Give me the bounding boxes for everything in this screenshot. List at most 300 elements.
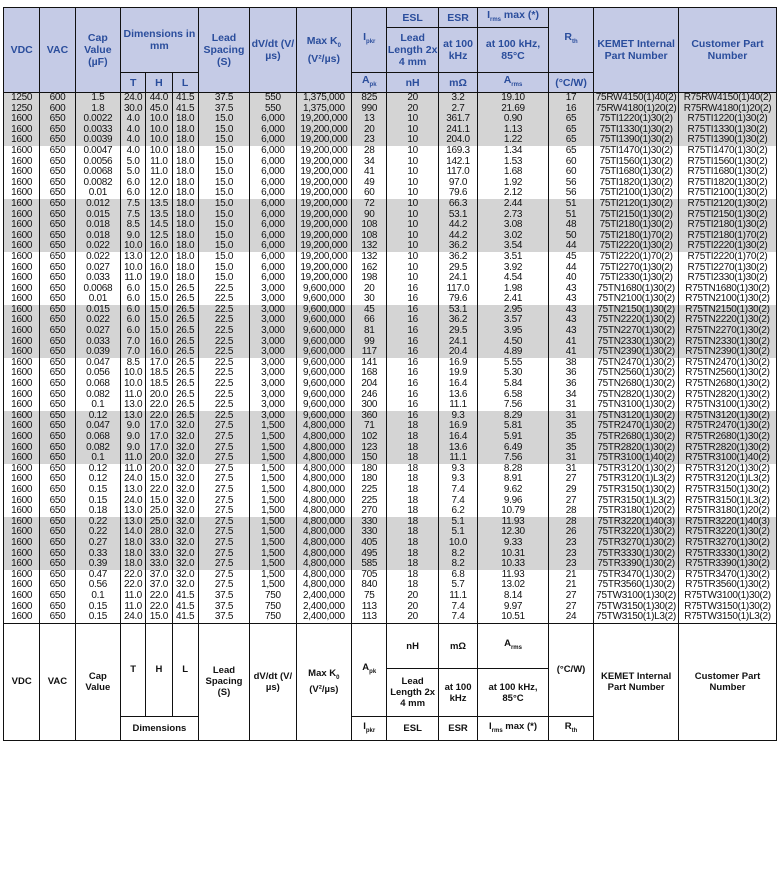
table-cell: 41.5 bbox=[172, 612, 198, 623]
table-cell: 16.4 bbox=[438, 379, 477, 390]
table-row bbox=[4, 135, 777, 146]
table-cell: 8.14 bbox=[478, 591, 549, 602]
table-cell: 1600 bbox=[4, 167, 40, 178]
table-cell: R75TI1220(1)30(2) bbox=[679, 114, 777, 125]
table-row bbox=[4, 602, 777, 613]
table-cell: 1,500 bbox=[250, 538, 296, 549]
table-cell: 22.5 bbox=[198, 326, 249, 337]
table-cell: 15.0 bbox=[198, 167, 249, 178]
table-cell: 1600 bbox=[4, 294, 40, 305]
table-cell: 43 bbox=[548, 284, 593, 295]
table-cell: 31 bbox=[548, 464, 593, 475]
table-cell: 1600 bbox=[4, 326, 40, 337]
table-cell: 65 bbox=[548, 135, 593, 146]
footer-rth: $R_{th}$ bbox=[548, 717, 593, 740]
table-cell: 33.0 bbox=[146, 538, 172, 549]
table-cell: 16 bbox=[387, 337, 438, 348]
table-cell: 1.34 bbox=[478, 146, 549, 157]
table-cell: 99 bbox=[352, 337, 387, 348]
table-cell: 6.2 bbox=[438, 506, 477, 517]
table-cell: 26.5 bbox=[172, 294, 198, 305]
table-cell: 4,800,000 bbox=[296, 570, 352, 581]
table-cell: 7.0 bbox=[121, 337, 146, 348]
table-cell: 97.0 bbox=[438, 178, 477, 189]
table-cell: 9.3 bbox=[438, 464, 477, 475]
table-cell: 650 bbox=[40, 294, 75, 305]
table-cell: 4,800,000 bbox=[296, 432, 352, 443]
table-cell: 18.0 bbox=[172, 263, 198, 274]
header-esr: ESR bbox=[438, 8, 477, 28]
header-rth: $R_{th}$ bbox=[548, 8, 593, 73]
table-cell: 16.4 bbox=[438, 432, 477, 443]
table-cell: 705 bbox=[352, 570, 387, 581]
table-cell: 35 bbox=[548, 421, 593, 432]
table-cell: 1600 bbox=[4, 263, 40, 274]
table-cell: 75RW4150(1)40(2) bbox=[594, 93, 679, 104]
table-cell: 650 bbox=[40, 474, 75, 485]
table-cell: 66 bbox=[352, 315, 387, 326]
footer-esr: ESR bbox=[438, 717, 477, 740]
table-cell: 16 bbox=[387, 305, 438, 316]
table-cell: 26.5 bbox=[172, 305, 198, 316]
table-cell: 6,000 bbox=[250, 199, 296, 210]
table-cell: 198 bbox=[352, 273, 387, 284]
table-cell: 650 bbox=[40, 443, 75, 454]
table-row bbox=[4, 390, 777, 401]
table-cell: 1600 bbox=[4, 199, 40, 210]
table-cell: 1.22 bbox=[478, 135, 549, 146]
table-cell: 20.0 bbox=[146, 453, 172, 464]
table-cell: 1,500 bbox=[250, 485, 296, 496]
table-cell: 18.0 bbox=[172, 157, 198, 168]
table-cell: 4.0 bbox=[121, 146, 146, 157]
table-cell: 650 bbox=[40, 421, 75, 432]
table-cell: 24.1 bbox=[438, 337, 477, 348]
table-cell: 0.15 bbox=[75, 602, 120, 613]
table-cell: 0.56 bbox=[75, 580, 120, 591]
table-cell: 10 bbox=[387, 199, 438, 210]
table-cell: 9.3 bbox=[438, 474, 477, 485]
table-cell: 7.56 bbox=[478, 453, 549, 464]
table-cell: 1,500 bbox=[250, 549, 296, 560]
table-cell: 75TI1680(1)30(2) bbox=[594, 167, 679, 178]
table-cell: 9.0 bbox=[121, 443, 146, 454]
table-cell: 34 bbox=[548, 390, 593, 401]
table-cell: 75TI2150(1)30(2) bbox=[594, 210, 679, 221]
footer-dim-l: L bbox=[172, 623, 198, 717]
table-cell: 330 bbox=[352, 527, 387, 538]
table-cell: 18.5 bbox=[146, 368, 172, 379]
table-cell: R75TN1680(1)30(2) bbox=[679, 284, 777, 295]
table-cell: 20.0 bbox=[146, 390, 172, 401]
table-cell: 1600 bbox=[4, 135, 40, 146]
table-cell: 31 bbox=[548, 411, 593, 422]
table-cell: 7.5 bbox=[121, 210, 146, 221]
table-cell: 11.1 bbox=[438, 453, 477, 464]
table-row bbox=[4, 506, 777, 517]
table-cell: 32.0 bbox=[172, 506, 198, 517]
table-cell: 650 bbox=[40, 591, 75, 602]
table-cell: 10 bbox=[387, 125, 438, 136]
table-cell: 20 bbox=[387, 602, 438, 613]
table-cell: 6,000 bbox=[250, 167, 296, 178]
table-row bbox=[4, 612, 777, 623]
table-cell: 35 bbox=[548, 432, 593, 443]
table-cell: 6,000 bbox=[250, 241, 296, 252]
table-cell: 31 bbox=[548, 400, 593, 411]
footer-ipkr: $I_{pkr}$ bbox=[352, 717, 387, 740]
table-footer bbox=[4, 623, 777, 740]
table-cell: 180 bbox=[352, 464, 387, 475]
table-cell: R75TI1680(1)30(2) bbox=[679, 167, 777, 178]
table-cell: 4.0 bbox=[121, 114, 146, 125]
table-cell: 1600 bbox=[4, 549, 40, 560]
table-cell: 32.0 bbox=[172, 485, 198, 496]
table-cell: 27.5 bbox=[198, 580, 249, 591]
table-cell: 1600 bbox=[4, 570, 40, 581]
table-row bbox=[4, 294, 777, 305]
table-cell: 41 bbox=[352, 167, 387, 178]
table-cell: 2,400,000 bbox=[296, 602, 352, 613]
table-cell: 5.91 bbox=[478, 432, 549, 443]
table-cell: 650 bbox=[40, 252, 75, 263]
table-cell: 18 bbox=[387, 527, 438, 538]
table-row bbox=[4, 379, 777, 390]
table-cell: 38 bbox=[548, 358, 593, 369]
table-row bbox=[4, 496, 777, 507]
table-cell: 0.0056 bbox=[75, 157, 120, 168]
table-cell: 0.068 bbox=[75, 379, 120, 390]
table-cell: 20.4 bbox=[438, 347, 477, 358]
table-cell: 22.5 bbox=[198, 305, 249, 316]
table-cell: 31 bbox=[548, 453, 593, 464]
table-cell: 1,500 bbox=[250, 464, 296, 475]
table-cell: 1600 bbox=[4, 453, 40, 464]
table-cell: 1600 bbox=[4, 220, 40, 231]
table-cell: 19,200,000 bbox=[296, 241, 352, 252]
table-cell: R75TR3120(1)L3(2) bbox=[679, 474, 777, 485]
table-cell: R75TN2150(1)30(2) bbox=[679, 305, 777, 316]
table-cell: R75TW3100(1)30(2) bbox=[679, 591, 777, 602]
table-cell: 43 bbox=[548, 326, 593, 337]
table-cell: 10 bbox=[387, 252, 438, 263]
table-cell: 16 bbox=[387, 284, 438, 295]
table-cell: 650 bbox=[40, 315, 75, 326]
table-cell: 3,000 bbox=[250, 284, 296, 295]
table-cell: 15.0 bbox=[198, 146, 249, 157]
table-cell: 22.0 bbox=[146, 400, 172, 411]
table-cell: 23 bbox=[548, 559, 593, 570]
table-cell: 113 bbox=[352, 612, 387, 623]
table-cell: 41 bbox=[548, 337, 593, 348]
table-cell: 1600 bbox=[4, 315, 40, 326]
table-cell: 18.0 bbox=[172, 220, 198, 231]
table-cell: 650 bbox=[40, 199, 75, 210]
table-cell: R75TI2330(1)30(2) bbox=[679, 273, 777, 284]
table-cell: 3,000 bbox=[250, 294, 296, 305]
table-cell: R75TR3150(1)30(2) bbox=[679, 485, 777, 496]
table-cell: 25.0 bbox=[146, 506, 172, 517]
table-cell: 1.53 bbox=[478, 157, 549, 168]
table-cell: 1600 bbox=[4, 602, 40, 613]
header-esl-unit: nH bbox=[387, 73, 438, 93]
table-cell: 20 bbox=[387, 591, 438, 602]
table-cell: 75TI2180(1)30(2) bbox=[594, 220, 679, 231]
header-dim-t: T bbox=[121, 73, 146, 93]
table-cell: 23 bbox=[352, 135, 387, 146]
table-row bbox=[4, 474, 777, 485]
table-cell: 18 bbox=[387, 464, 438, 475]
table-cell: 6.0 bbox=[121, 294, 146, 305]
table-cell: 3.02 bbox=[478, 231, 549, 242]
table-cell: 16 bbox=[387, 326, 438, 337]
table-cell: 75TN2560(1)30(2) bbox=[594, 368, 679, 379]
table-cell: 1600 bbox=[4, 421, 40, 432]
table-cell: 6.0 bbox=[121, 178, 146, 189]
table-cell: 6,000 bbox=[250, 252, 296, 263]
table-cell: 16 bbox=[387, 315, 438, 326]
table-row bbox=[4, 220, 777, 231]
header-dim-h: H bbox=[146, 73, 172, 93]
table-cell: 15.0 bbox=[198, 210, 249, 221]
table-row bbox=[4, 559, 777, 570]
table-cell: 9,600,000 bbox=[296, 347, 352, 358]
table-body bbox=[4, 93, 777, 624]
capacitor-spec-table bbox=[3, 7, 777, 741]
header-ipkr: $I_{pkr}$ bbox=[352, 8, 387, 73]
table-cell: 32.0 bbox=[172, 570, 198, 581]
table-cell: 22.0 bbox=[146, 411, 172, 422]
header-dimensions: Dimensions in mm bbox=[121, 8, 199, 73]
table-cell: 11.0 bbox=[121, 273, 146, 284]
table-cell: R75TI1330(1)30(2) bbox=[679, 125, 777, 136]
table-cell: 0.022 bbox=[75, 252, 120, 263]
table-cell: 75TR3560(1)30(2) bbox=[594, 580, 679, 591]
table-cell: 650 bbox=[40, 400, 75, 411]
table-cell: 8.2 bbox=[438, 549, 477, 560]
table-cell: 9.3 bbox=[438, 411, 477, 422]
table-cell: 75TI1330(1)30(2) bbox=[594, 125, 679, 136]
table-cell: 650 bbox=[40, 538, 75, 549]
table-cell: 1600 bbox=[4, 464, 40, 475]
table-cell: 4,800,000 bbox=[296, 496, 352, 507]
table-cell: 19,200,000 bbox=[296, 231, 352, 242]
header-apk: $A_{pk}$ bbox=[352, 73, 387, 93]
table-cell: 1600 bbox=[4, 506, 40, 517]
table-cell: 750 bbox=[250, 612, 296, 623]
table-cell: 650 bbox=[40, 178, 75, 189]
table-cell: 6,000 bbox=[250, 220, 296, 231]
table-cell: 15.0 bbox=[146, 284, 172, 295]
table-cell: 66.3 bbox=[438, 199, 477, 210]
table-cell: 2.44 bbox=[478, 199, 549, 210]
table-cell: 204 bbox=[352, 379, 387, 390]
table-cell: 9.0 bbox=[121, 432, 146, 443]
table-cell: 108 bbox=[352, 231, 387, 242]
table-cell: 650 bbox=[40, 157, 75, 168]
footer-apk: $A_{pk}$ bbox=[352, 623, 387, 717]
header-irms-unit: $A_{rms}$ bbox=[478, 73, 549, 93]
table-cell: 1600 bbox=[4, 114, 40, 125]
header-vdc: VDC bbox=[4, 8, 40, 93]
table-cell: 27.5 bbox=[198, 549, 249, 560]
table-cell: 17.0 bbox=[146, 443, 172, 454]
table-cell: 41 bbox=[548, 347, 593, 358]
table-cell: 24.0 bbox=[121, 612, 146, 623]
table-cell: 102 bbox=[352, 432, 387, 443]
table-cell: 550 bbox=[250, 104, 296, 115]
table-cell: 4,800,000 bbox=[296, 506, 352, 517]
table-cell: 9,600,000 bbox=[296, 400, 352, 411]
table-cell: 650 bbox=[40, 146, 75, 157]
header-esl: ESL bbox=[387, 8, 438, 28]
table-cell: 0.018 bbox=[75, 220, 120, 231]
table-row bbox=[4, 104, 777, 115]
table-cell: 1600 bbox=[4, 474, 40, 485]
table-cell: 17.0 bbox=[146, 358, 172, 369]
table-cell: 44.0 bbox=[146, 93, 172, 104]
table-cell: 1600 bbox=[4, 178, 40, 189]
table-cell: 2.12 bbox=[478, 188, 549, 199]
table-cell: 1,500 bbox=[250, 474, 296, 485]
table-cell: 1,500 bbox=[250, 517, 296, 528]
table-cell: 18 bbox=[387, 538, 438, 549]
table-cell: 8.5 bbox=[121, 220, 146, 231]
table-cell: 24.0 bbox=[121, 93, 146, 104]
table-cell: 1600 bbox=[4, 252, 40, 263]
table-cell: 650 bbox=[40, 125, 75, 136]
table-cell: 117.0 bbox=[438, 284, 477, 295]
table-cell: 0.15 bbox=[75, 612, 120, 623]
table-cell: 1,375,000 bbox=[296, 93, 352, 104]
table-cell: 1600 bbox=[4, 273, 40, 284]
table-cell: 75TR3390(1)30(2) bbox=[594, 559, 679, 570]
table-cell: 18 bbox=[387, 580, 438, 591]
table-cell: 26.5 bbox=[172, 347, 198, 358]
table-cell: 840 bbox=[352, 580, 387, 591]
table-cell: 0.18 bbox=[75, 506, 120, 517]
footer-vdc: VDC bbox=[4, 623, 40, 740]
table-cell: 1,500 bbox=[250, 443, 296, 454]
table-cell: 24.0 bbox=[121, 474, 146, 485]
table-cell: 1600 bbox=[4, 125, 40, 136]
table-row bbox=[4, 538, 777, 549]
table-cell: 12.5 bbox=[146, 231, 172, 242]
table-cell: 3.92 bbox=[478, 263, 549, 274]
table-cell: 10 bbox=[387, 178, 438, 189]
table-cell: 75TN2680(1)30(2) bbox=[594, 379, 679, 390]
table-cell: 32.0 bbox=[172, 559, 198, 570]
table-cell: 4,800,000 bbox=[296, 453, 352, 464]
table-cell: 650 bbox=[40, 326, 75, 337]
table-cell: 7.4 bbox=[438, 602, 477, 613]
table-cell: 10 bbox=[387, 114, 438, 125]
table-cell: 4,800,000 bbox=[296, 527, 352, 538]
table-cell: 19,200,000 bbox=[296, 273, 352, 284]
table-cell: 32.0 bbox=[172, 527, 198, 538]
table-cell: 19.10 bbox=[478, 93, 549, 104]
table-cell: 3,000 bbox=[250, 379, 296, 390]
table-cell: 150 bbox=[352, 453, 387, 464]
table-cell: 11.93 bbox=[478, 570, 549, 581]
table-row bbox=[4, 443, 777, 454]
table-cell: 10.51 bbox=[478, 612, 549, 623]
table-cell: 26.5 bbox=[172, 326, 198, 337]
table-cell: 108 bbox=[352, 220, 387, 231]
table-cell: 41.5 bbox=[172, 104, 198, 115]
table-cell: 15.0 bbox=[198, 188, 249, 199]
table-cell: 75TI1820(1)30(2) bbox=[594, 178, 679, 189]
table-cell: 0.047 bbox=[75, 421, 120, 432]
table-cell: 19,200,000 bbox=[296, 210, 352, 221]
table-cell: 18.0 bbox=[172, 114, 198, 125]
table-cell: 75TR2820(1)30(2) bbox=[594, 443, 679, 454]
table-cell: 650 bbox=[40, 506, 75, 517]
table-cell: 15.0 bbox=[146, 612, 172, 623]
table-cell: 75TR2680(1)30(2) bbox=[594, 432, 679, 443]
table-cell: 44 bbox=[548, 241, 593, 252]
table-cell: 4,800,000 bbox=[296, 474, 352, 485]
table-cell: 19,200,000 bbox=[296, 167, 352, 178]
table-cell: 22.0 bbox=[146, 602, 172, 613]
table-cell: 650 bbox=[40, 347, 75, 358]
table-cell: 4.0 bbox=[121, 125, 146, 136]
table-cell: 32.0 bbox=[172, 453, 198, 464]
table-cell: 5.1 bbox=[438, 517, 477, 528]
table-cell: 17 bbox=[548, 93, 593, 104]
table-cell: 19,200,000 bbox=[296, 178, 352, 189]
table-cell: 16 bbox=[387, 368, 438, 379]
table-cell: 75TI2120(1)30(2) bbox=[594, 199, 679, 210]
table-cell: 495 bbox=[352, 549, 387, 560]
table-cell: 37.5 bbox=[198, 104, 249, 115]
table-cell: 650 bbox=[40, 368, 75, 379]
table-cell: 90 bbox=[352, 210, 387, 221]
table-cell: 27.5 bbox=[198, 474, 249, 485]
table-cell: 0.015 bbox=[75, 210, 120, 221]
table-cell: 56 bbox=[548, 178, 593, 189]
table-cell: 9,600,000 bbox=[296, 305, 352, 316]
table-cell: 36.2 bbox=[438, 241, 477, 252]
table-cell: 8.2 bbox=[438, 559, 477, 570]
table-cell: 750 bbox=[250, 591, 296, 602]
table-cell: R75TN2820(1)30(2) bbox=[679, 390, 777, 401]
table-cell: 6.0 bbox=[121, 326, 146, 337]
table-cell: 15.0 bbox=[198, 263, 249, 274]
table-cell: R75RW4150(1)40(2) bbox=[679, 93, 777, 104]
table-cell: 18.0 bbox=[172, 273, 198, 284]
table-cell: 12.0 bbox=[146, 178, 172, 189]
table-row bbox=[4, 305, 777, 316]
table-cell: 9,600,000 bbox=[296, 337, 352, 348]
table-cell: 225 bbox=[352, 496, 387, 507]
table-cell: 14.0 bbox=[121, 527, 146, 538]
table-row bbox=[4, 273, 777, 284]
table-cell: 0.47 bbox=[75, 570, 120, 581]
table-cell: 1600 bbox=[4, 210, 40, 221]
table-cell: 1250 bbox=[4, 93, 40, 104]
table-cell: 405 bbox=[352, 538, 387, 549]
table-cell: 75TN2470(1)30(2) bbox=[594, 358, 679, 369]
table-cell: 19,200,000 bbox=[296, 199, 352, 210]
table-cell: R75TR3180(1)20(2) bbox=[679, 506, 777, 517]
table-cell: 75TW3100(1)30(2) bbox=[594, 591, 679, 602]
table-cell: 15.0 bbox=[198, 114, 249, 125]
table-cell: 10.0 bbox=[121, 368, 146, 379]
table-cell: 1,500 bbox=[250, 580, 296, 591]
table-cell: 32.0 bbox=[172, 517, 198, 528]
table-cell: 44.2 bbox=[438, 220, 477, 231]
